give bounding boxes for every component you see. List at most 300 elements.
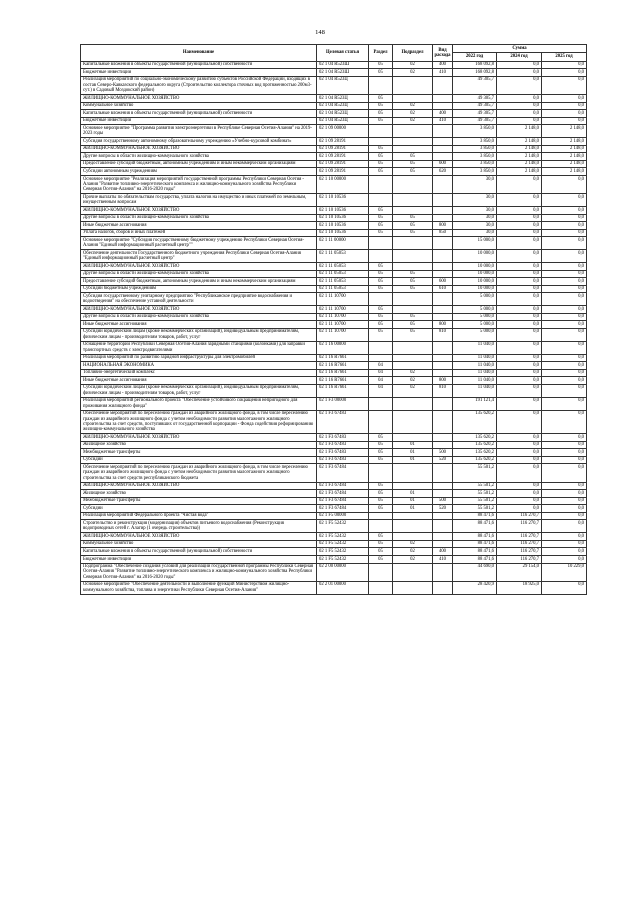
cell-2024: 0,0 [497,194,542,207]
cell-name: Иные бюджетные ассигнования [81,377,317,385]
cell-name: Другие вопросы в области жилищно-коммунального хозяйства [81,214,317,222]
cell-subsection [393,145,433,153]
cell-code: 02 1 11 05053 [317,250,369,263]
cell-2025: 2 148,0 [542,125,587,138]
cell-code: 02 1 F5 52432 [317,540,369,548]
cell-name: ЖИЛИЩНО-КОММУНАЛЬНОЕ ХОЗЯЙСТВО [81,145,317,153]
cell-code: 02 1 04 R523Ц [317,117,369,125]
cell-2025: 2 148,0 [542,168,587,176]
cell-name: Жилищное хозяйство [81,441,317,449]
cell-subsection: 05 [393,153,433,161]
cell-code: 02 2 01 00000 [317,581,369,594]
cell-subsection [393,237,433,250]
cell-expense-type [433,263,453,271]
cell-2022: 49 305,7 [453,76,497,94]
cell-2024: 0,0 [497,110,542,118]
table-row [81,369,587,377]
table-row [81,482,587,490]
cell-2024: 0,0 [497,250,542,263]
cell-subsection: 05 [393,328,433,341]
cell-code: 02 1 09 28191 [317,138,369,146]
cell-2025: 0,0 [542,313,587,321]
table-row [81,250,587,263]
cell-subsection: 02 [393,384,433,397]
cell-code: 02 1 F3 67484 [317,490,369,498]
cell-2022: 5 000,0 [453,293,497,306]
table-row [81,110,587,118]
cell-code: 02 1 11 05053 [317,285,369,293]
cell-subsection: 05 [393,229,433,237]
cell-expense-type [433,464,453,482]
cell-expense-type: 810 [433,328,453,341]
cell-section [369,520,393,533]
cell-2024: 0,0 [497,456,542,464]
cell-2024: 0,0 [497,449,542,457]
table-row [81,540,587,548]
cell-2025: 0,0 [542,449,587,457]
cell-expense-type [433,237,453,250]
cell-code: 02 1 16 R7661 [317,377,369,385]
cell-code: 02 1 F3 00000 [317,397,369,410]
cell-2022: 55 501,2 [453,490,497,498]
cell-section: 05 [369,540,393,548]
cell-2022: 55 501,2 [453,505,497,513]
cell-code: 02 1 F5 52432 [317,548,369,556]
cell-2022: 88 471,6 [453,520,497,533]
cell-expense-type: 800 [433,321,453,329]
cell-code: 02 1 09 00000 [317,125,369,138]
cell-2025: 0,0 [542,464,587,482]
cell-name: ЖИЛИЩНО-КОММУНАЛЬНОЕ ХОЗЯЙСТВО [81,95,317,103]
cell-code: 02 1 10 10536 [317,229,369,237]
cell-2025: 0,0 [542,328,587,341]
cell-2022: 5 000,0 [453,313,497,321]
table-row [81,505,587,513]
cell-2025: 0,0 [542,229,587,237]
cell-code: 02 1 10 10536 [317,194,369,207]
table-row [81,263,587,271]
cell-2024: 0,0 [497,441,542,449]
cell-section: 05 [369,555,393,563]
cell-section: 05 [369,505,393,513]
cell-section: 05 [369,263,393,271]
cell-section: 05 [369,441,393,449]
table-row [81,102,587,110]
cell-2022: 168 092,8 [453,69,497,77]
cell-subsection: 05 [393,313,433,321]
col-header-2024: 2024 год [497,53,542,61]
table-row [81,321,587,329]
cell-section: 05 [369,160,393,168]
cell-2024: 0,0 [497,497,542,505]
cell-2024: 0,0 [497,464,542,482]
cell-2024: 0,0 [497,482,542,490]
cell-expense-type [433,441,453,449]
table-row [81,563,587,581]
cell-section [369,397,393,410]
cell-section: 05 [369,214,393,222]
cell-section [369,194,393,207]
cell-2022: 135 620,2 [453,410,497,434]
cell-code: 02 1 10 10536 [317,207,369,215]
cell-code: 02 1 04 R523Ш [317,61,369,69]
cell-2025: 0,0 [542,278,587,286]
cell-name: Субсидии бюджетным учреждениям [81,285,317,293]
cell-name: Другие вопросы в области жилищно-коммунального хозяйства [81,313,317,321]
cell-code: 02 1 11 10700 [317,306,369,314]
cell-2022: 44 690,0 [453,563,497,581]
cell-code: 02 1 10 10536 [317,214,369,222]
cell-code: 02 1 F3 67483 [317,441,369,449]
cell-expense-type [433,250,453,263]
cell-section: 05 [369,548,393,556]
cell-subsection [393,250,433,263]
cell-2024: 0,0 [497,505,542,513]
page-number: 148 [315,29,325,36]
cell-code: 02 1 09 28191 [317,153,369,161]
cell-name: Коммунальное хозяйство [81,540,317,548]
cell-2024: 116 270,7 [497,533,542,541]
cell-expense-type [433,194,453,207]
cell-section: 05 [369,285,393,293]
cell-code: 02 1 10 10536 [317,222,369,230]
cell-subsection: 02 [393,555,433,563]
cell-code: 02 1 11 00000 [317,237,369,250]
cell-2025: 0,0 [542,69,587,77]
cell-2025: 0,0 [542,410,587,434]
cell-2025: 0,0 [542,397,587,410]
cell-2024: 116 270,7 [497,520,542,533]
cell-code: 02 1 F5 52432 [317,533,369,541]
cell-2025: 0,0 [542,222,587,230]
cell-2022: 30,0 [453,194,497,207]
cell-expense-type [433,362,453,370]
cell-expense-type: 410 [433,117,453,125]
table-body [81,61,587,594]
cell-2022: 88 471,6 [453,540,497,548]
cell-name: Субсидии [81,505,317,513]
col-header-expense-type: Вид расхода [433,45,453,62]
table-row [81,153,587,161]
cell-section: 05 [369,270,393,278]
cell-subsection [393,482,433,490]
cell-expense-type [433,397,453,410]
cell-expense-type [433,102,453,110]
cell-2025: 0,0 [542,377,587,385]
cell-subsection: 01 [393,497,433,505]
cell-name: Иные бюджетные ассигнования [81,222,317,230]
cell-2025: 2 148,0 [542,145,587,153]
budget-table [80,44,587,595]
cell-expense-type: 800 [433,377,453,385]
cell-subsection: 01 [393,441,433,449]
cell-2022: 10 000,0 [453,278,497,286]
cell-code: 02 1 04 R523Ш [317,69,369,77]
cell-code: 02 1 F5 52432 [317,555,369,563]
cell-code: 02 1 11 05053 [317,278,369,286]
cell-2024: 116 270,7 [497,540,542,548]
cell-section: 05 [369,95,393,103]
cell-section [369,563,393,581]
cell-name: Субсидии автономным учреждениям [81,168,317,176]
col-header-name: Наименование [81,45,317,62]
cell-section: 05 [369,449,393,457]
cell-2024: 0,0 [497,328,542,341]
cell-expense-type: 610 [433,285,453,293]
cell-section [369,175,393,193]
cell-name: Предоставление субсидий бюджетным, автономным учреждениям и иным некоммерческим организациям [81,160,317,168]
table-row [81,464,587,482]
table-row [81,76,587,94]
cell-name: Коммунальное хозяйство [81,102,317,110]
cell-code: 02 2 00 00000 [317,563,369,581]
cell-name: Топливно-энергетический комплекс [81,369,317,377]
cell-subsection: 05 [393,160,433,168]
table-row [81,168,587,176]
cell-subsection [393,533,433,541]
table-row [81,581,587,594]
cell-2025: 0,0 [542,102,587,110]
cell-subsection: 02 [393,61,433,69]
table-row [81,362,587,370]
cell-name: Межбюджетные трансферты [81,449,317,457]
cell-subsection [393,175,433,193]
cell-2024: 0,0 [497,61,542,69]
cell-name: Основное мероприятие "Субсидия государственному бюджетному учреждению Республики Северная Осетия-Алания "Единый информационный расчетный центр"" [81,237,317,250]
cell-subsection [393,194,433,207]
cell-2022: 3 850,0 [453,160,497,168]
cell-2022: 88 471,6 [453,548,497,556]
cell-subsection [393,76,433,94]
cell-2022: 30,0 [453,207,497,215]
cell-2022: 55 501,2 [453,482,497,490]
cell-subsection: 02 [393,377,433,385]
cell-expense-type [433,482,453,490]
cell-2024: 116 270,7 [497,555,542,563]
cell-2025: 0,0 [542,117,587,125]
table-row [81,278,587,286]
cell-code: 02 1 16 00000 [317,341,369,354]
col-header-subsection: Подраздел [393,45,433,62]
table-row [81,341,587,354]
cell-code: 02 1 04 R523Ц [317,76,369,94]
cell-name: Прочие выплаты по обязательствам государства, уплата налогов на имущество и иных платежей по земельным, имущественным вопросам [81,194,317,207]
cell-subsection [393,125,433,138]
cell-name: Уплата налогов, сборов и иных платежей [81,229,317,237]
cell-2022: 10 000,0 [453,270,497,278]
cell-name: Субсидия государственному унитарному предприятию "Республиканское предприятие водоснабжения и водоотведения" на обеспечение уставной деятельности [81,293,317,306]
cell-code: 02 1 F3 67484 [317,464,369,482]
table-row [81,306,587,314]
cell-subsection: 02 [393,110,433,118]
cell-expense-type [433,434,453,442]
cell-2025: 2 148,0 [542,138,587,146]
cell-name: Реализация мероприятий по социально-экономическому развитию субъектов Российской Федерации, входящих в состав Северо-Кавказского федерального округа (Строительство коллектора сточных вод протяженностью 200м3-сут.) в Садовый Моздокский район) [81,76,317,94]
cell-2025: 0,0 [542,533,587,541]
table-row [81,410,587,434]
table-row [81,434,587,442]
cell-subsection [393,207,433,215]
cell-2024: 0,0 [497,69,542,77]
cell-code: 02 1 F3 67483 [317,434,369,442]
cell-code: 02 1 11 10700 [317,321,369,329]
cell-expense-type: 500 [433,497,453,505]
table-row [81,512,587,520]
cell-name: Реализация мероприятий по развитию зарядной инфраструктуры для электромобилей [81,354,317,362]
cell-expense-type [433,293,453,306]
cell-code: 02 1 11 05053 [317,270,369,278]
cell-code: 02 1 04 R523Ц [317,102,369,110]
table-row [81,145,587,153]
cell-2025: 0,0 [542,293,587,306]
cell-name: ЖИЛИЩНО-КОММУНАЛЬНОЕ ХОЗЯЙСТВО [81,533,317,541]
cell-subsection: 01 [393,505,433,513]
cell-section: 05 [369,102,393,110]
cell-expense-type [433,533,453,541]
cell-2025: 0,0 [542,490,587,498]
cell-code: 02 1 04 R523Ц [317,95,369,103]
cell-expense-type [433,270,453,278]
cell-2025: 0,0 [542,482,587,490]
cell-2024: 116 270,7 [497,512,542,520]
cell-expense-type [433,369,453,377]
cell-name: Основное мероприятие "Обеспечение деятельности и выполнение функций Министерством жилищно-коммунального хозяйства, топлива и энергетики Республики Северная Осетия-Алания" [81,581,317,594]
cell-subsection: 05 [393,270,433,278]
cell-2025: 0,0 [542,194,587,207]
cell-2025: 0,0 [542,263,587,271]
cell-2025: 0,0 [542,321,587,329]
cell-expense-type: 810 [433,384,453,397]
cell-subsection: 02 [393,369,433,377]
cell-name: ЖИЛИЩНО-КОММУНАЛЬНОЕ ХОЗЯЙСТВО [81,434,317,442]
cell-code: 02 1 F3 67484 [317,482,369,490]
col-header-sum: Сумма [453,45,587,53]
table-row [81,520,587,533]
cell-2024: 116 270,7 [497,548,542,556]
cell-2022: 3 850,0 [453,153,497,161]
cell-2022: 88 471,6 [453,555,497,563]
cell-2024: 2 148,0 [497,160,542,168]
cell-2024: 0,0 [497,237,542,250]
cell-2025: 0,0 [542,512,587,520]
cell-2022: 30,0 [453,175,497,193]
cell-expense-type [433,207,453,215]
cell-2025: 0,0 [542,581,587,594]
cell-2022: 135 620,2 [453,434,497,442]
cell-expense-type [433,512,453,520]
cell-section [369,293,393,306]
cell-expense-type [433,145,453,153]
cell-2024: 0,0 [497,313,542,321]
cell-code: 02 1 09 28191 [317,168,369,176]
cell-2024: 0,0 [497,270,542,278]
cell-name: Оснащение территории Республики Северная Осетия-Алания зарядными станциями (колонками) для заправки транспортных средств с электродвигателями [81,341,317,354]
table-row [81,117,587,125]
cell-2022: 11 040,0 [453,369,497,377]
cell-code: 02 1 10 00000 [317,175,369,193]
cell-name: Субсидии юридическим лицам (кроме некоммерческих организаций), индивидуальным предпринимателям, физическим лицам - производителям товаров, работ, услуг [81,328,317,341]
cell-expense-type: 620 [433,168,453,176]
cell-section: 05 [369,229,393,237]
table-row [81,222,587,230]
cell-2022: 88 471,6 [453,533,497,541]
cell-subsection [393,397,433,410]
cell-2025: 0,0 [542,76,587,94]
cell-2022: 5 000,0 [453,328,497,341]
cell-2022: 11 040,0 [453,362,497,370]
cell-expense-type [433,581,453,594]
cell-2025: 0,0 [542,354,587,362]
cell-2024: 0,0 [497,490,542,498]
cell-code: 02 1 11 10700 [317,313,369,321]
col-header-section: Раздел [369,45,393,62]
cell-2022: 5 000,0 [453,306,497,314]
cell-subsection: 02 [393,102,433,110]
cell-2024: 0,0 [497,293,542,306]
cell-2025: 0,0 [542,456,587,464]
cell-section: 05 [369,61,393,69]
cell-section: 05 [369,110,393,118]
cell-section: 05 [369,533,393,541]
table-row [81,237,587,250]
cell-section: 05 [369,313,393,321]
cell-section: 05 [369,456,393,464]
cell-name: Бюджетные инвестиции [81,117,317,125]
cell-name: Основное мероприятие "Программа развития электроэнергетики в Республике Северная Осетия-Алания" на 2019-2023 годы [81,125,317,138]
cell-2024: 0,0 [497,369,542,377]
cell-name: Субсидии юридическим лицам (кроме некоммерческих организаций), индивидуальным предпринимателям, физическим лицам - производителям товаров, работ, услуг [81,384,317,397]
table-row [81,160,587,168]
cell-2024: 0,0 [497,306,542,314]
cell-2025: 0,0 [542,237,587,250]
cell-section: 04 [369,377,393,385]
cell-2025: 0,0 [542,270,587,278]
cell-code: 02 1 11 10700 [317,293,369,306]
cell-expense-type [433,125,453,138]
col-header-2022: 2022 год [453,53,497,61]
cell-code: 02 1 F3 67483 [317,410,369,434]
cell-2025: 0,0 [542,250,587,263]
table-row [81,490,587,498]
cell-2024: 0,0 [497,341,542,354]
cell-name: Бюджетные инвестиции [81,555,317,563]
cell-2024: 0,0 [497,222,542,230]
cell-2024: 0,0 [497,263,542,271]
cell-subsection [393,95,433,103]
cell-2025: 0,0 [542,175,587,193]
cell-2025: 0,0 [542,555,587,563]
cell-name: ЖИЛИЩНО-КОММУНАЛЬНОЕ ХОЗЯЙСТВО [81,306,317,314]
cell-name: ЖИЛИЩНО-КОММУНАЛЬНОЕ ХОЗЯЙСТВО [81,263,317,271]
cell-2025: 0,0 [542,548,587,556]
cell-2022: 49 305,7 [453,117,497,125]
cell-subsection [393,410,433,434]
table-row [81,354,587,362]
cell-code: 02 1 09 28191 [317,145,369,153]
cell-2022: 30,0 [453,222,497,230]
cell-2022: 10 000,0 [453,285,497,293]
cell-name: Реализация мероприятий регионального проекта "Обеспечение устойчивого сокращения непригодного для проживания жилищного фонда" [81,397,317,410]
cell-code: 02 1 16 R7661 [317,369,369,377]
cell-section: 05 [369,168,393,176]
cell-subsection [393,138,433,146]
cell-name: Бюджетные инвестиции [81,69,317,77]
cell-section [369,581,393,594]
cell-section: 05 [369,328,393,341]
cell-2024: 0,0 [497,362,542,370]
cell-2024: 2 148,0 [497,145,542,153]
cell-2025: 0,0 [542,441,587,449]
